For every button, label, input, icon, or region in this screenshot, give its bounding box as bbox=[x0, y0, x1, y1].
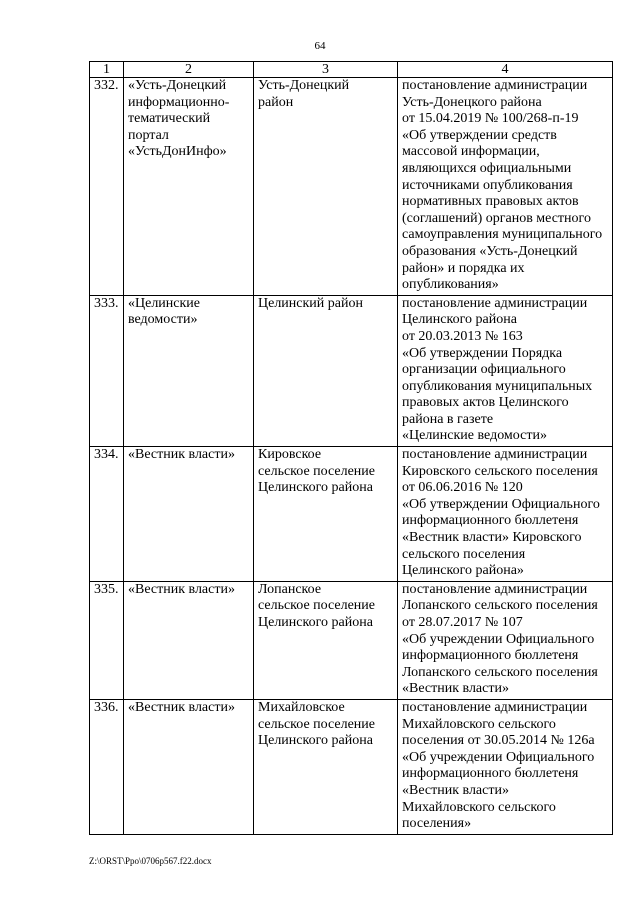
publication-name-cell-line: «Вестник власти» bbox=[128, 447, 235, 463]
legal-act-cell-line: нормативных правовых актов bbox=[402, 194, 579, 210]
legal-act-cell-line: от 20.03.2013 № 163 bbox=[402, 328, 523, 344]
territory-cell-line: Целинского района bbox=[258, 480, 373, 496]
territory-cell-line: сельское поселение bbox=[258, 716, 375, 732]
territory-cell-line: сельское поселение bbox=[258, 598, 375, 614]
territory-cell-line: Целинский район bbox=[258, 295, 363, 311]
legal-act-cell-line: района в газете bbox=[402, 411, 494, 427]
territory-cell-line: Михайловское bbox=[258, 699, 345, 715]
publication-name-cell-line: «УстьДонИнфо» bbox=[128, 144, 227, 160]
legal-act-cell bbox=[398, 447, 613, 582]
legal-act-cell-line: опубликования» bbox=[402, 277, 499, 293]
legal-act-cell-line: Целинского района bbox=[402, 312, 517, 328]
column-header-1: 1 bbox=[90, 62, 124, 78]
table-row bbox=[90, 78, 613, 296]
legal-act-cell-line: Целинского района» bbox=[402, 563, 524, 579]
legal-act-cell-line: «Об утверждении Официального bbox=[402, 496, 600, 512]
column-header-4: 4 bbox=[398, 62, 613, 78]
publication-name-cell bbox=[124, 699, 254, 834]
publication-name-cell bbox=[124, 295, 254, 446]
legal-act-cell-line: самоуправления муниципального bbox=[402, 227, 603, 243]
row-number: 335. bbox=[90, 581, 124, 699]
legal-act-cell-line: «Об утверждении Порядка bbox=[402, 345, 563, 361]
legal-act-cell-line: сельского поселения bbox=[402, 546, 526, 562]
legal-act-cell-line: постановление администрации bbox=[402, 581, 588, 597]
table-row bbox=[90, 295, 613, 446]
publication-name-cell bbox=[124, 78, 254, 296]
row-number: 333. bbox=[90, 295, 124, 446]
territory-cell bbox=[254, 295, 398, 446]
legal-act-cell-line: массовой информации, bbox=[402, 144, 540, 160]
legal-act-cell-line: «Об учреждении Официального bbox=[402, 631, 595, 647]
legal-act-cell-line: «Об учреждении Официального bbox=[402, 749, 595, 765]
legal-act-cell-line: «Об утверждении средств bbox=[402, 127, 557, 143]
publication-name-cell-line: информационно- bbox=[128, 94, 230, 110]
row-number: 336. bbox=[90, 699, 124, 834]
publication-name-cell-line: «Усть-Донецкий bbox=[128, 78, 227, 93]
table-body bbox=[90, 78, 613, 835]
publication-name-cell-line: «Вестник власти» bbox=[128, 581, 235, 597]
legal-act-cell-line: поселения» bbox=[402, 816, 472, 832]
legal-act-cell-line: поселения от 30.05.2014 № 126а bbox=[402, 733, 595, 749]
legal-act-cell-line: Кировского сельского поселения bbox=[402, 463, 598, 479]
territory-cell bbox=[254, 699, 398, 834]
row-number: 334. bbox=[90, 447, 124, 582]
publication-name-cell-line: «Вестник власти» bbox=[128, 699, 235, 715]
legal-act-cell-line: информационного бюллетеня bbox=[402, 766, 579, 782]
legal-act-cell bbox=[398, 78, 613, 296]
legal-act-cell-line: Лопанского сельского поселения bbox=[402, 664, 598, 680]
legal-act-cell-line: Михайловского сельского bbox=[402, 799, 556, 815]
territory-cell bbox=[254, 78, 398, 296]
table-row bbox=[90, 447, 613, 582]
table-row bbox=[90, 581, 613, 699]
territory-cell-line: Лопанское bbox=[258, 581, 322, 597]
legal-act-cell-line: (соглашений) органов местного bbox=[402, 210, 591, 226]
legal-act-cell-line: организации официального bbox=[402, 362, 566, 378]
publication-name-cell-line: тематический bbox=[128, 111, 211, 127]
column-header-3: 3 bbox=[254, 62, 398, 78]
publication-name-cell-line: портал bbox=[128, 127, 169, 143]
legal-act-cell-line: информационного бюллетеня bbox=[402, 648, 579, 664]
legal-act-cell bbox=[398, 295, 613, 446]
publication-name-cell bbox=[124, 581, 254, 699]
legal-act-cell-line: информационного бюллетеня bbox=[402, 513, 579, 529]
publication-name-cell-line: «Целинские bbox=[128, 295, 201, 311]
legal-act-cell-line: район» и порядка их bbox=[402, 260, 525, 276]
legal-act-cell-line: от 06.06.2016 № 120 bbox=[402, 480, 523, 496]
legal-act-cell-line: «Вестник власти» bbox=[402, 681, 509, 697]
footer-file-path: Z:\ORST\Ppo\0706p567.f22.docx bbox=[89, 856, 212, 866]
publication-name-cell bbox=[124, 447, 254, 582]
territory-cell-line: Целинского района bbox=[258, 733, 373, 749]
legal-act-cell-line: Усть-Донецкого района bbox=[402, 94, 542, 110]
legal-act-cell-line: постановление администрации bbox=[402, 447, 588, 463]
territory-cell-line: район bbox=[258, 94, 294, 110]
legal-act-cell-line: «Целинские ведомости» bbox=[402, 428, 547, 444]
legal-act-cell-line: образования «Усть-Донецкий bbox=[402, 243, 578, 259]
table-header-row bbox=[90, 62, 613, 78]
territory-cell-line: сельское поселение bbox=[258, 463, 375, 479]
publication-name-cell-line: ведомости» bbox=[128, 312, 198, 328]
legal-act-cell bbox=[398, 581, 613, 699]
territory-cell-line: Кировское bbox=[258, 447, 322, 463]
territory-cell bbox=[254, 447, 398, 582]
legal-act-cell-line: правовых актов Целинского bbox=[402, 395, 569, 411]
legal-act-cell-line: Лопанского сельского поселения bbox=[402, 598, 598, 614]
legal-act-cell-line: «Вестник власти» Кировского bbox=[402, 530, 582, 546]
legal-act-cell-line: «Вестник власти» bbox=[402, 782, 509, 798]
row-number: 332. bbox=[90, 78, 124, 296]
territory-cell-line: Целинского района bbox=[258, 615, 373, 630]
legal-act-cell-line: постановление администрации bbox=[402, 295, 588, 311]
legal-act-cell-line: постановление администрации bbox=[402, 78, 588, 93]
legal-act-cell-line: от 28.07.2017 № 107 bbox=[402, 615, 523, 630]
page-number: 64 bbox=[314, 40, 326, 52]
legal-act-cell-line: источниками опубликования bbox=[402, 177, 573, 193]
territory-cell-line: Усть-Донецкий bbox=[258, 78, 350, 93]
legal-act-cell-line: опубликования муниципальных bbox=[402, 378, 593, 394]
column-header-2: 2 bbox=[124, 62, 254, 78]
legal-act-cell-line: постановление администрации bbox=[402, 699, 588, 715]
territory-cell bbox=[254, 581, 398, 699]
legal-act-cell-line: являющихся официальными bbox=[402, 160, 572, 176]
legal-act-cell bbox=[398, 699, 613, 834]
table-row bbox=[90, 699, 613, 834]
registry-table bbox=[89, 61, 613, 835]
legal-act-cell-line: от 15.04.2019 № 100/268-п-19 bbox=[402, 111, 579, 127]
legal-act-cell-line: Михайловского сельского bbox=[402, 716, 556, 732]
